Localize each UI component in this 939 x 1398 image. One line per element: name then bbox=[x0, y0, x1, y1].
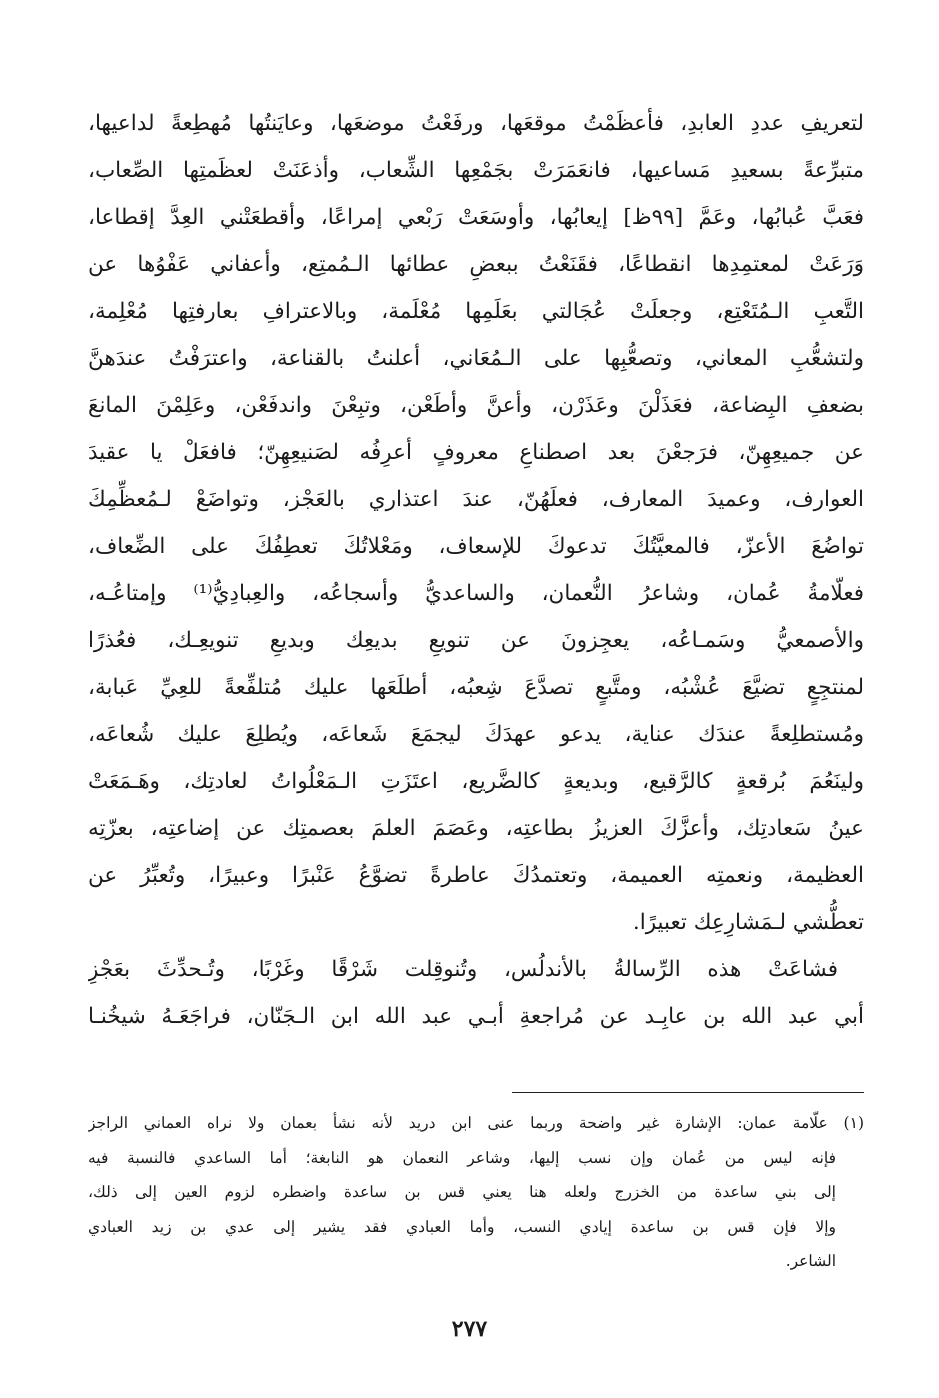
text-line: تعطُّشي لـمَشارِعِك تعبيرًا. bbox=[632, 910, 864, 935]
text-line: ولتشعُّبِ المعاني، وتصعُّبِها على الـمُعَاني، أعلنتُ بالقناعة، واعترَفْتُ عندَهنَّ bbox=[88, 346, 864, 371]
text-line: وَرَعَتْ لمعتمِدِها انقطاعًا، فقَنَعْتُ ببعضِ عطائها الـمُمتِع، وأعفاني عَفْوُها عن bbox=[88, 252, 864, 277]
footnote bbox=[88, 1106, 864, 1279]
text-line: بضعفِ البِضاعة، فعَذَلْنَ وعَذَرْن، وأعنَّ وأطَعْن، وتبِعْنَ واندفَعْن، وعَلِمْنَ المانعَ bbox=[88, 393, 864, 418]
text-line: والأصمعيُّ وسَمـاعُه، يعجِزونَ عن تنويعِ بديعِك وبديعِ تنويعِـك، فعُذرًا bbox=[88, 628, 864, 653]
text-line: متبرِّعةً بسعيدِ مَساعيها، فانعَمَرَتْ بجَمْعِها الشِّعاب، وأذعَنَتْ لعظَمتِها الصِّعاب، bbox=[88, 158, 864, 183]
footnote-line: الشاعر. bbox=[785, 1252, 836, 1270]
footnote-line: فإنه ليس من عُمان وإن نسب إليها، وشاعر النعمان هو النابغة؛ أما الساعدي فالنسبة فيه bbox=[88, 1148, 836, 1167]
text-line: العظيمة، ونعمتِه العميمة، وتعتمدُكَ عاطرةً تضوَّعُ عَنْبرًا وعبيرًا، وتُعبِّرُ عن bbox=[88, 863, 864, 888]
text-line: أبي عبد الله بن عابِـد عن مُراجعةِ أبـي عبد الله ابن الـجَنّان، فراجَعَـهُ شيخُنـا bbox=[88, 1004, 864, 1029]
text-line: فعلّامةُ عُمان، وشاعرُ النُّعمان، والساعديُّ وأسجاعُه، والعِبادِيُّ⁽¹⁾ وإمتاعُـه، bbox=[88, 581, 864, 606]
text-line: التَّعبِ الـمُتَعْتِع، وجعلَتْ عُجَالتي بعَلَمِها مُعْلَمة، وبالاعترافِ بعارفتِها مُعْلِمة، bbox=[88, 299, 864, 324]
text-line: عينُ سَعادتِك، وأعزَّكَ العزيزُ بطاعتِه، وعَصَمَ العلمَ بعصمتِك عن إضاعتِه، بعزّتِه bbox=[88, 816, 864, 841]
text-line: عن جميعِهِنّ، فرَجعْنَ بعد اصطناعِ معروفٍ أعرِفُه لصَنيعِهِنّ؛ فافعَلْ يا عقيدَ bbox=[88, 440, 864, 465]
text-line: تواضُعَ الأعزّ، فالمعيَّتُكَ تدعوكَ للإسعاف، ومَعْلاتُكَ تعطِفُكَ على الضِّعاف، bbox=[88, 534, 864, 559]
main-text bbox=[88, 100, 864, 1040]
text-line: لمنتجِعٍ تضيَّعَ عُشْبُه، ومتَّبعٍ تصدَّعَ شِعبُه، أطلَعَها عليك مُتلفِّعةً للعِيِّ عَبابة، bbox=[88, 675, 864, 700]
text-line: ومُستطلِعةً عندَك عناية، يدعو عهدَكَ ليجمَعَ شَعاعَه، ويُطلِعَ عليك شُعاعَه، bbox=[88, 722, 864, 747]
footnote-line: وإلا فإن قس بن ساعدة إيادي النسب، وأما العبادي فقد يشير إلى عدي بن زيد العبادي bbox=[88, 1217, 836, 1236]
text-line: ولينَعُمَ بُرقعةٍ كالرَّقيع، وبديعةٍ كالضَّريع، اعتَزَتِ الـمَعْلُواتُ لعادتِك، وهَـمَعَتْ bbox=[88, 769, 864, 794]
page-number: ٢٧٧ bbox=[451, 1316, 488, 1342]
footnote-line: (١) علّامة عمان: الإشارة غير واضحة وربما عنى ابن دريد لأنه نشأ بعمان ولا نراه العماني الراجز bbox=[88, 1114, 864, 1132]
text-line: العوارف، وعميدَ المعارف، فعلَهُنّ، عندَ اعتذاري بالعَجْز، وتواضَعْ لـمُعظِّمِكَ bbox=[88, 487, 864, 512]
text-line: فعَبَّ عُبابُها، وعَمَّ [٩٩ظ] إيعابُها، وأوسَعَتْ رَبْعي إمراعًا، وأقطعَتْني العِدَّ إقطاعا، bbox=[88, 205, 864, 230]
paragraph-start-line: فشاعَتْ هذه الرِّسالةُ بالأندلُس، وتُنوقِلت شَرْقًا وغَرْبًا، وتُـحدِّثَ بعَجْزِ bbox=[88, 957, 838, 982]
footnote-line: إلى بني ساعدة من الخزرج ولعله هنا يعني قس بن ساعدة واضطره لزوم العين إلى ذلك، bbox=[88, 1183, 836, 1201]
text-line: لتعريفِ عددِ العابدِ، فأعظَمْتُ موقعَها، ورفَعْتُ موضعَها، وعايَنتُها مُهطِعةً لداعيها، bbox=[88, 111, 864, 136]
footnote-divider bbox=[512, 1092, 864, 1093]
